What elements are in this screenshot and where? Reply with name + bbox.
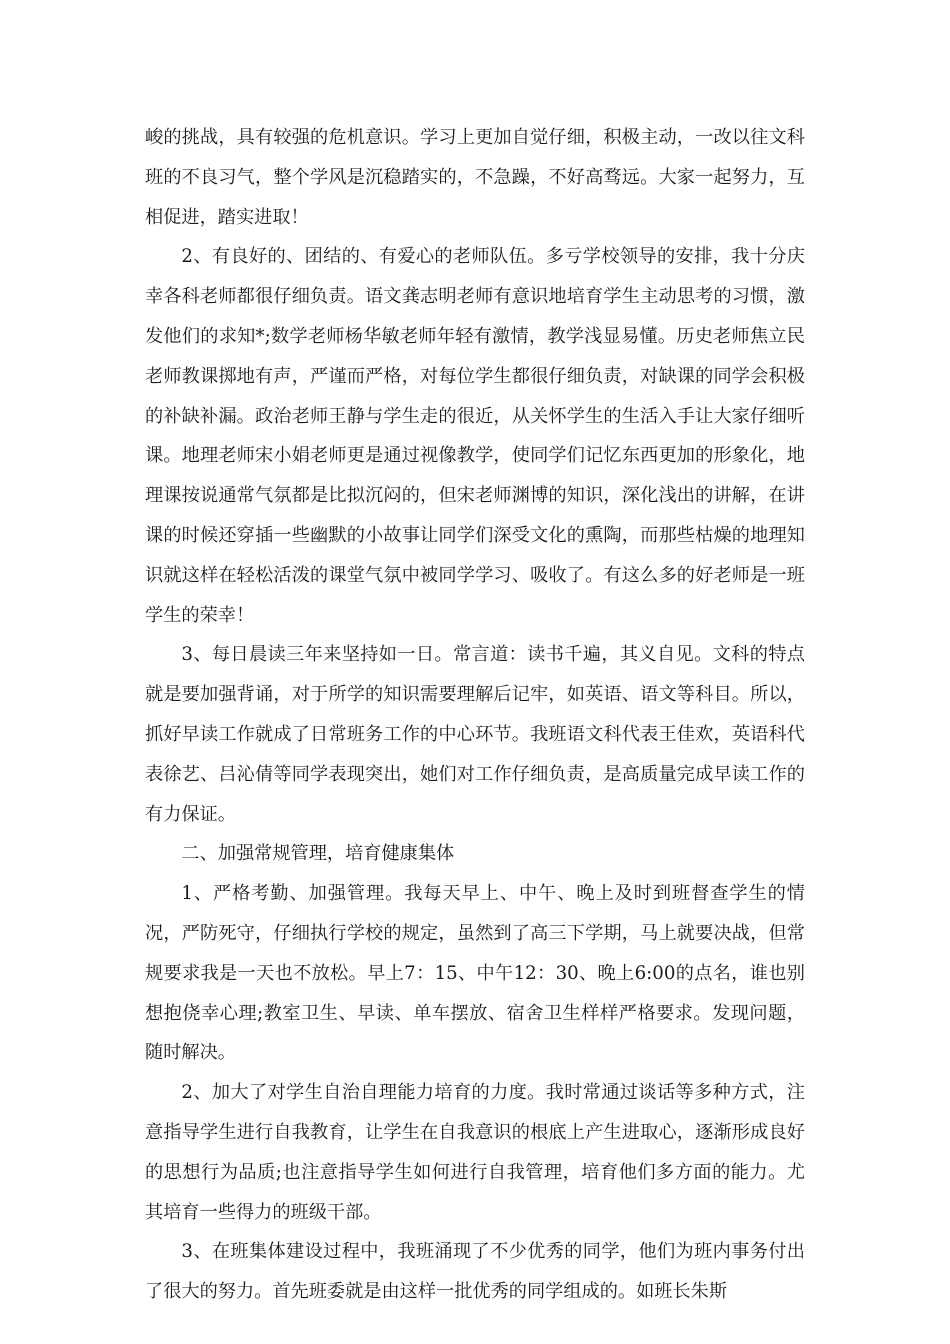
document-body bbox=[145, 118, 805, 1312]
paragraph-morning-reading: 3、每日晨读三年来坚持如一日。常言道：读书千遍，其义自见。文科的特点就是要加强背诵，对于所学的知识需要理解后记牢，如英语、语文等科目。所以，抓好早读工作就成了日常班务工作的中心环节。我班语文科代表王佳欢，英语科代表徐艺、吕沁倩等同学表现突出，她们对工作仔细负责，是高质量完成早读工作的有力保证。 bbox=[145, 644, 805, 825]
paragraph-attendance: 1、严格考勤、加强管理。我每天早上、中午、晚上及时到班督查学生的情况，严防死守，仔细执行学校的规定，虽然到了高三下学期，马上就要决战，但常规要求我是一天也不放松。早上7：15、中午12：30、晚上6:00的点名，谁也别想抱侥幸心理;教室卫生、早读、单车摆放、宿舍卫生样样严格要求。发现问题，随时解决。 bbox=[145, 883, 805, 1064]
paragraph-class-building: 3、在班集体建设过程中，我班涌现了不少优秀的同学，他们为班内事务付出了很大的努力。首先班委就是由这样一批优秀的同学组成的。如班长朱斯 bbox=[145, 1241, 805, 1303]
paragraph-teachers: 2、有良好的、团结的、有爱心的老师队伍。多亏学校领导的安排，我十分庆幸各科老师都很仔细负责。语文龚志明老师有意识地培育学生主动思考的习惯，激发他们的求知*;数学老师杨华敏老师年轻有激情，教学浅显易懂。历史老师焦立民老师教课掷地有声，严谨而严格，对每位学生都很仔细负责，对缺课的同学会积极的补缺补漏。政治老师王静与学生走的很近，从关怀学生的生活入手让大家仔细听课。地理老师宋小娟老师更是通过视像教学，使同学们记忆东西更加的形象化，地理课按说通常气氛都是比拟沉闷的，但宋老师渊博的知识，深化浅出的讲解，在讲课的时候还穿插一些幽默的小故事让同学们深受文化的熏陶，而那些枯燥的地理知识就这样在轻松活泼的课堂气氛中被同学学习、吸收了。有这么多的好老师是一班学生的荣幸！ bbox=[145, 246, 805, 626]
paragraph-continuation: 峻的挑战，具有较强的危机意识。学习上更加自觉仔细，积极主动，一改以往文科班的不良习气，整个学风是沉稳踏实的，不急躁，不好高骛远。大家一起努力，互相促进，踏实进取！ bbox=[145, 127, 805, 228]
section-heading: 二、加强常规管理，培育健康集体 bbox=[181, 843, 455, 865]
paragraph-self-management: 2、加大了对学生自治自理能力培育的力度。我时常通过谈话等多种方式，注意指导学生进行自我教育，让学生在自我意识的根底上产生进取心，逐渐形成良好的思想行为品质;也注意指导学生如何进行自我管理，培育他们多方面的能力。尤其培育一些得力的班级干部。 bbox=[145, 1082, 805, 1223]
